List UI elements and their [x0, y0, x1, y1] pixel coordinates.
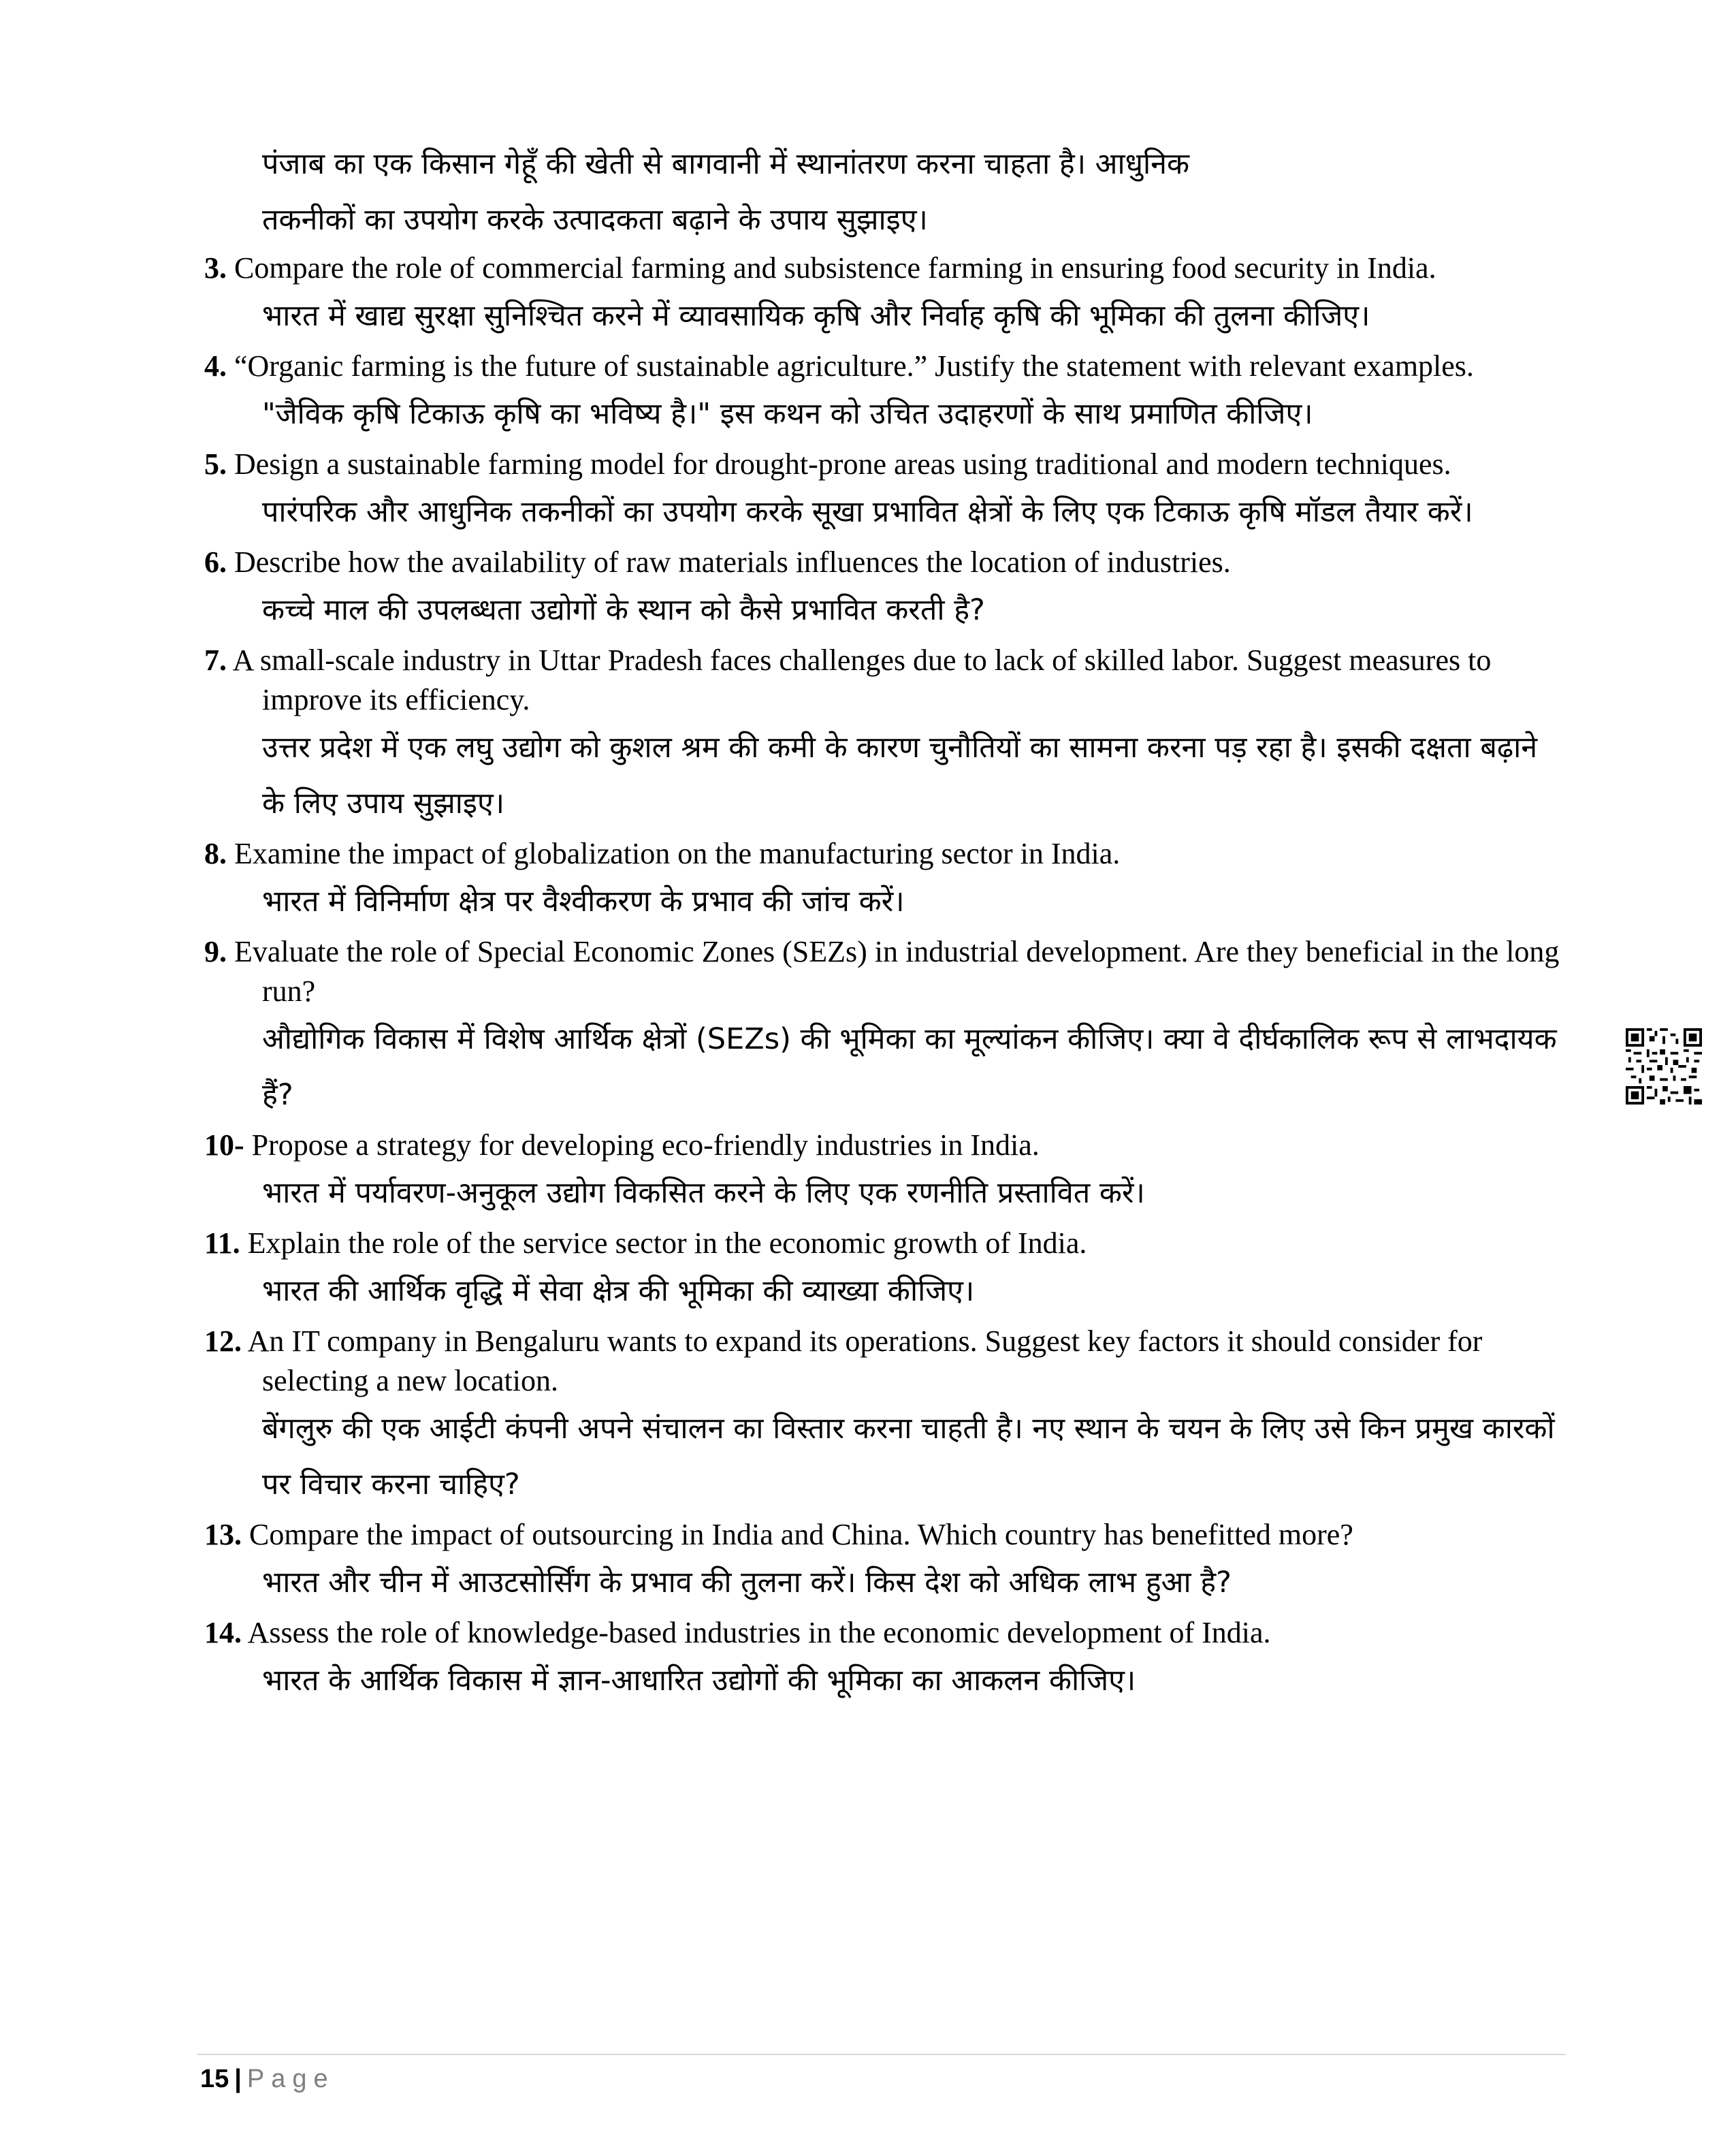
- question-number: 3.: [204, 251, 227, 285]
- question-item: [204, 1515, 1566, 1610]
- question-list: [204, 249, 1566, 1711]
- intro-hindi-line: तकनीकों का उपयोग करके उत्पादकता बढ़ाने के उपाय सुझाइए।: [262, 203, 928, 237]
- question-item: [204, 543, 1566, 638]
- question-hindi: भारत में पर्यावरण-अनुकूल उद्योग विकसित करने के लिए एक रणनीति प्रस्तावित करें।: [262, 1176, 1145, 1210]
- question-number: 5.: [204, 447, 227, 481]
- page-number: 15: [200, 2065, 229, 2093]
- question-item: [204, 249, 1566, 344]
- question-english: An IT company in Bengaluru wants to expand its operations. Suggest key factors it should consider for selecting a new location.: [247, 1324, 1483, 1397]
- question-hindi: बेंगलुरु की एक आईटी कंपनी अपने संचालन का विस्तार करना चाहती है। नए स्थान के चयन के लिए उसे किन प्रमुख कारकों पर विचार करना चाहिए?: [262, 1412, 1555, 1502]
- intro-hindi-block: [262, 136, 1556, 248]
- footer-divider: [197, 2054, 1566, 2055]
- question-hindi: पारंपरिक और आधुनिक तकनीकों का उपयोग करके सूखा प्रभावित क्षेत्रों के लिए एक टिकाऊ कृषि मॉडल तैयार करें।: [262, 495, 1473, 529]
- question-number: 11.: [204, 1226, 240, 1260]
- question-number: 8.: [204, 837, 227, 870]
- question-item: [204, 1613, 1566, 1709]
- question-hindi: भारत में विनिर्माण क्षेत्र पर वैश्वीकरण के प्रभाव की जांच करें।: [262, 885, 905, 919]
- question-english: Assess the role of knowledge-based industries in the economic development of India.: [247, 1616, 1271, 1649]
- footer-separator: |: [234, 2065, 242, 2093]
- question-number: 9.: [204, 935, 227, 968]
- question-number: 12.: [204, 1324, 242, 1358]
- question-item: [204, 932, 1566, 1123]
- question-english: Compare the impact of outsourcing in India and China. Which country has benefitted more?: [249, 1518, 1353, 1551]
- question-english: A small-scale industry in Uttar Pradesh faces challenges due to lack of skilled labor. Suggest measures to improve its efficiency.: [232, 644, 1492, 716]
- page-label: Page: [246, 2065, 335, 2093]
- question-number: 14.: [204, 1616, 242, 1649]
- question-hindi: "जैविक कृषि टिकाऊ कृषि का भविष्य है।" इस कथन को उचित उदाहरणों के साथ प्रमाणित कीजिए।: [262, 397, 1313, 431]
- qr-code-icon[interactable]: [1626, 1027, 1702, 1106]
- question-number: 6.: [204, 545, 227, 579]
- question-number: 13.: [204, 1518, 242, 1551]
- question-hindi: कच्चे माल की उपलब्धता उद्योगों के स्थान को कैसे प्रभावित करती है?: [262, 593, 985, 627]
- question-english: Describe how the availability of raw materials influences the location of industries.: [234, 545, 1231, 579]
- question-item: [204, 347, 1566, 442]
- question-item: [204, 445, 1566, 540]
- question-item: [204, 1322, 1566, 1512]
- question-hindi: भारत और चीन में आउटसोर्सिंग के प्रभाव की तुलना करें। किस देश को अधिक लाभ हुआ है?: [262, 1566, 1232, 1600]
- question-english: Propose a strategy for developing eco-friendly industries in India.: [251, 1128, 1040, 1162]
- question-english: Evaluate the role of Special Economic Zones (SEZs) in industrial development. Are they beneficial in the long run?: [234, 935, 1560, 1008]
- question-english: “Organic farming is the future of sustainable agriculture.” Justify the statement with relevant examples.: [234, 349, 1474, 383]
- question-hindi: भारत की आर्थिक वृद्धि में सेवा क्षेत्र की भूमिका की व्याख्या कीजिए।: [262, 1274, 975, 1308]
- question-item: [204, 834, 1566, 930]
- question-item: [204, 1126, 1566, 1221]
- question-hindi: भारत में खाद्य सुरक्षा सुनिश्चित करने में व्यावसायिक कृषि और निर्वाह कृषि की भूमिका की तुलना कीजिए।: [262, 299, 1370, 333]
- question-number: 10-: [204, 1128, 244, 1162]
- question-item: [204, 1224, 1566, 1319]
- question-english: Examine the impact of globalization on the manufacturing sector in India.: [234, 837, 1121, 870]
- question-hindi: औद्योगिक विकास में विशेष आर्थिक क्षेत्रों (SEZs) की भूमिका का मूल्यांकन कीजिए। क्या वे दीर्घकालिक रूप से लाभदायक हैं?: [262, 1022, 1557, 1112]
- question-number: 4.: [204, 349, 227, 383]
- question-hindi: उत्तर प्रदेश में एक लघु उद्योग को कुशल श्रम की कमी के कारण चुनौतियों का सामना करना पड़ रहा है। इसकी दक्षता बढ़ाने के लिए उपाय सुझाइए।: [262, 731, 1538, 821]
- question-hindi: भारत के आर्थिक विकास में ज्ञान-आधारित उद्योगों की भूमिका का आकलन कीजिए।: [262, 1664, 1136, 1698]
- question-english: Design a sustainable farming model for drought-prone areas using traditional and modern techniques.: [234, 447, 1451, 481]
- question-english: Explain the role of the service sector in the economic growth of India.: [247, 1226, 1087, 1260]
- question-number: 7.: [204, 644, 227, 677]
- page-footer: [200, 2065, 335, 2094]
- question-item: [204, 641, 1566, 831]
- intro-hindi-line: पंजाब का एक किसान गेहूँ की खेती से बागवानी में स्थानांतरण करना चाहता है। आधुनिक: [262, 147, 1190, 181]
- question-english: Compare the role of commercial farming and subsistence farming in ensuring food security in India.: [234, 251, 1436, 285]
